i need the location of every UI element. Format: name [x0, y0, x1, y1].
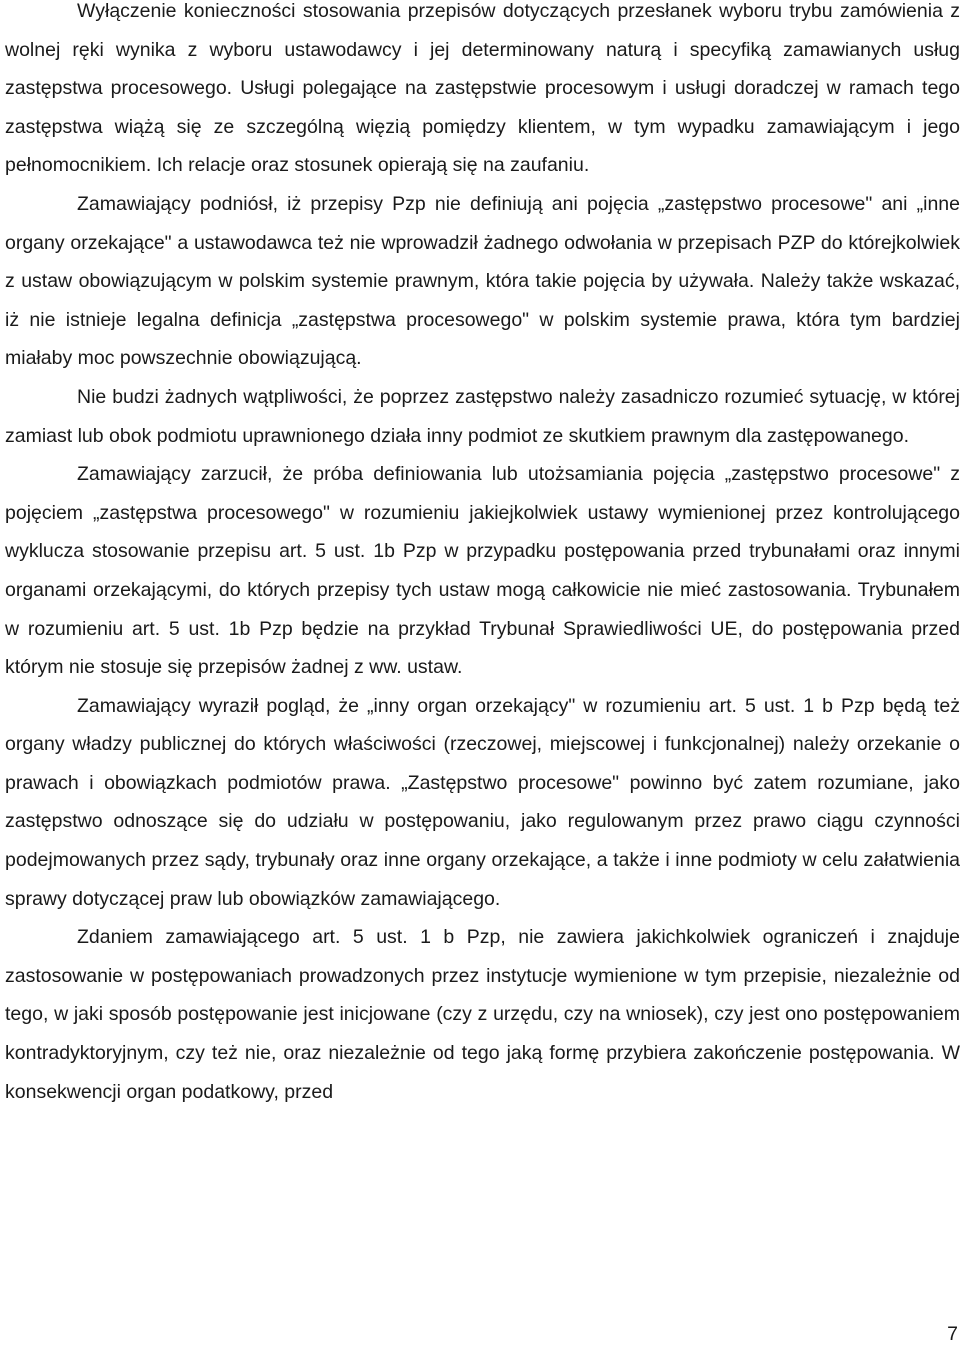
paragraph: Nie budzi żadnych wątpliwości, że poprzez zastępstwo należy zasadniczo rozumieć sytuację, w której zamiast lub obok podmiotu uprawnionego działa inny podmiot ze skutkiem prawnym dla zastępowanego. — [5, 385, 960, 447]
page-number: 7 — [947, 1323, 958, 1345]
paragraph: Wyłączenie konieczności stosowania przepisów dotyczących przesłanek wyboru trybu zamówienia z wolnej ręki wynika z wyboru ustawodawcy i jej determinowany naturą i specyfiką zamawianych usług zastępstwa procesowego. Usługi polegające na zastępstwie procesowym i usługi doradczej w ramach tego zastępstwa wiążą się ze szczególną więzią pomiędzy klientem, w tym wypadku zamawiającym i jego pełnomocnikiem. Ich relacje oraz stosunek opierają się na zaufaniu. — [5, 0, 960, 177]
paragraph: Zamawiający zarzucił, że próba definiowania lub utożsamiania pojęcia „zastępstwo procesowe" z pojęciem „zastępstwa procesowego" w rozumieniu jakiejkolwiek ustawy wymienionej przez kontrolującego wyklucza stosowanie przepisu art. 5 ust. 1b Pzp w przypadku postępowania przed trybunałami oraz innymi organami orzekającymi, do których przepisy tych ustaw mogą całkowicie nie mieć zastosowania. Trybunałem w rozumieniu art. 5 ust. 1b Pzp będzie na przykład Trybunał Sprawiedliwości UE, do postępowania przed którym nie stosuje się przepisów żadnej z ww. ustaw. — [5, 463, 960, 679]
paragraph: Zamawiający podniósł, iż przepisy Pzp nie definiują ani pojęcia „zastępstwo procesowe" ani „inne organy orzekające" a ustawodawca też nie wprowadził żadnego odwołania w przepisach PZP do którejkolwiek z ustaw obowiązującym w polskim systemie prawnym, która takie pojęcia by używała. Należy także wskazać, iż nie istnieje legalna definicja „zastępstwa procesowego" w polskim systemie prawa, która tym bardziej miałaby moc powszechnie obowiązującą. — [5, 192, 960, 370]
document-body — [5, 0, 960, 1111]
paragraph: Zamawiający wyraził pogląd, że „inny organ orzekający" w rozumieniu art. 5 ust. 1 b Pzp będą też organy władzy publicznej do których właściwości (rzeczowej, miejscowej i funkcjonalnej) należy orzekanie o prawach i obowiązkach podmiotów prawa. „Zastępstwo procesowe" powinno być zatem rozumiane, jako zastępstwo odnoszące się do udziału w postępowaniu, jako regulowanym przez prawo ciągu czynności podejmowanych przez sądy, trybunały oraz inne organy orzekające, a także i inne podmioty w celu załatwienia sprawy dotyczącej praw lub obowiązków zamawiającego. — [5, 694, 960, 910]
paragraph: Zdaniem zamawiającego art. 5 ust. 1 b Pzp, nie zawiera jakichkolwiek ograniczeń i znajduje zastosowanie w postępowaniach prowadzonych przez instytucje wymienione w tym przepisie, niezależnie od tego, w jaki sposób postępowanie jest inicjowane (czy z urzędu, czy na wniosek), czy jest ono postępowaniem kontradyktoryjnym, czy też nie, oraz niezależnie od tego jaką formę przybiera zakończenie postępowania. W konsekwencji organ podatkowy, przed — [5, 926, 960, 1103]
